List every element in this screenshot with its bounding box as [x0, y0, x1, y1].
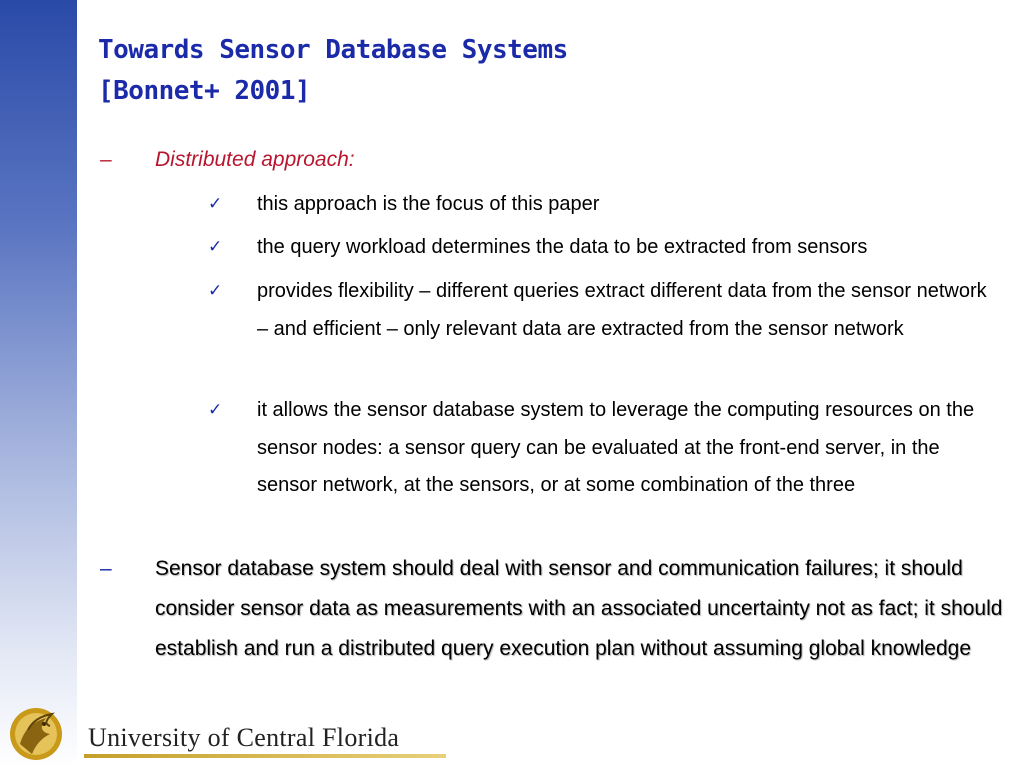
check-icon: ✓: [208, 281, 223, 301]
logo-gold-rule: [84, 754, 446, 758]
check-icon: ✓: [208, 194, 223, 214]
ucf-logo-text: University of Central Florida: [88, 723, 400, 752]
ucf-logo: [6, 700, 446, 764]
bullet-text: Distributed approach:: [155, 148, 355, 171]
bullet-dash: –: [100, 148, 112, 171]
sub-bullet-text: provides flexibility – different queries extract different data from the sensor network – and efficient – only relevant data are extracted from the sensor network: [257, 280, 987, 340]
side-gradient-bar: [0, 0, 77, 768]
slide-title: [98, 30, 568, 112]
sub-bullet-text: the query workload determines the data to be extracted from sensors: [257, 236, 868, 258]
check-icon: ✓: [208, 237, 223, 257]
slide-title-line1: Towards Sensor Database Systems: [98, 35, 568, 65]
check-icon: ✓: [208, 400, 223, 420]
bullet-text: Sensor database system should deal with sensor and communication failures; it should consider sensor data as measurements with an associated uncertainty not as fact; it should establish and run a distributed query execution plan without assuming global knowledge: [155, 557, 1003, 660]
sub-bullet-text: it allows the sensor database system to leverage the computing resources on the sensor nodes: a sensor query can be evaluated at the front-end server, in the sensor network, at the sensors, or at some combination of the three: [257, 399, 975, 496]
slide-title-line2: [Bonnet+ 2001]: [98, 76, 311, 106]
bullet-dash: –: [100, 557, 112, 580]
sub-bullet-text: this approach is the focus of this paper: [257, 193, 600, 215]
pegasus-logo-icon: [6, 700, 66, 764]
